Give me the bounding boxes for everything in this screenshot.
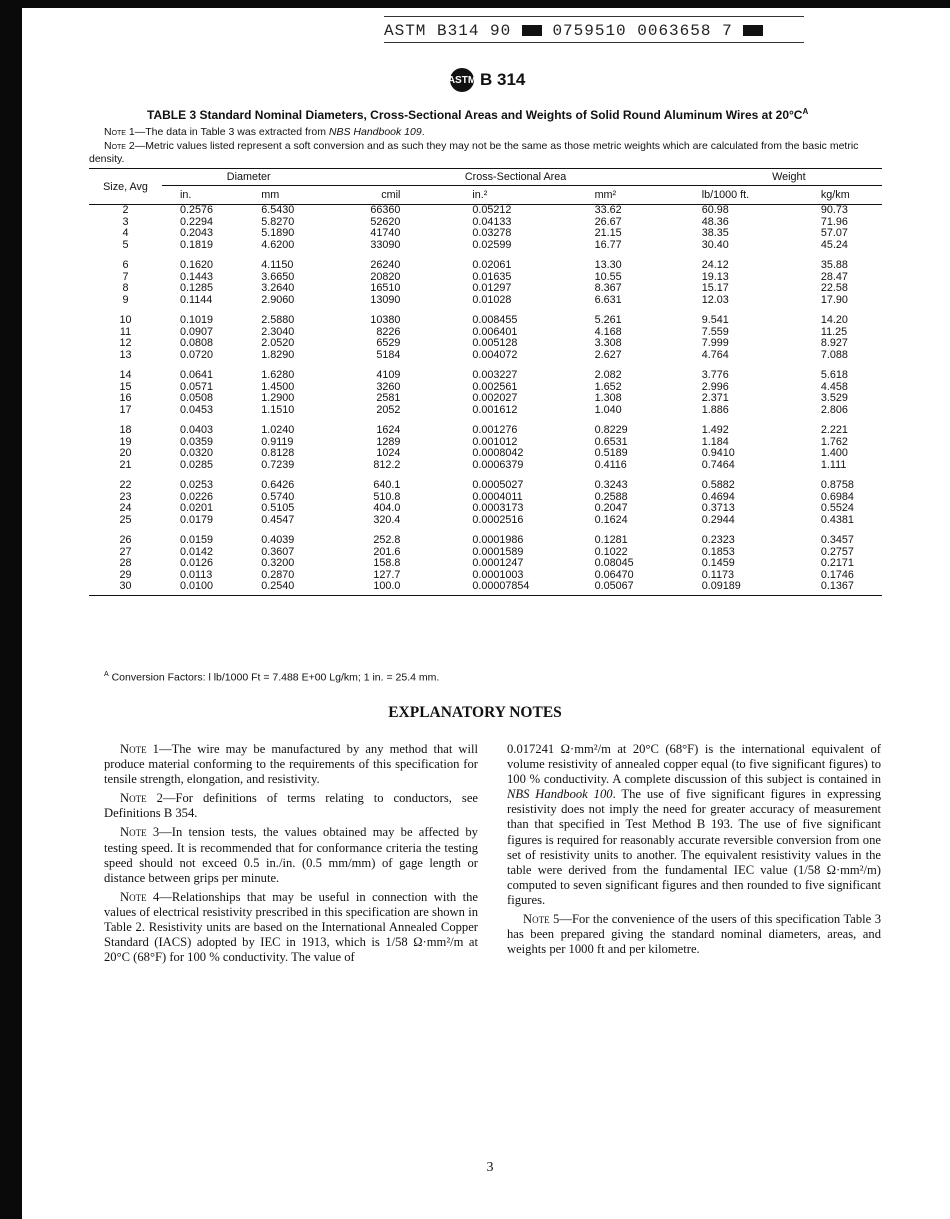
table-cell: 0.008455 [472, 314, 518, 326]
table-cell: 0.0359 [180, 435, 214, 448]
table-cell: 252.8 [373, 534, 401, 546]
table-cell: 0.2171 [820, 557, 854, 569]
weight-group-header: Weight [696, 169, 882, 186]
table-cell: 3.6650 [261, 270, 295, 283]
table-cell: 2.082 [594, 369, 622, 381]
table-cell: 0.0001003 [472, 568, 524, 581]
table-cell: 0.5740 [261, 490, 295, 503]
table-cell: 16.77 [594, 238, 622, 251]
table-cell: 14.20 [820, 314, 848, 326]
table-cell: 0.01297 [472, 282, 512, 294]
table-row [89, 535, 882, 547]
table-cell: 0.3457 [820, 534, 854, 546]
explanatory-note-4: Note 4—Relationships that may be useful in connection with the values of electrical resistivity prescribed in this specification are shown in Table 2. Resistivity units are based on the International Annealed Copper Standard (IACS) adopted by IEC in 1913, which is 1/58 Ω·mm²/m at 20°C (68°F) for 100 % conductivity. The value of [104, 889, 478, 965]
table-cell: 3.529 [820, 392, 848, 404]
table-cell: 0.4116 [594, 458, 627, 471]
stamp-text: ASTM B314 90 [384, 22, 512, 40]
table-cell: 28 [119, 557, 132, 569]
stamp-block-icon [743, 25, 763, 36]
table-cell: 5 [122, 238, 129, 251]
table-cell: 7.088 [820, 348, 848, 361]
table-cell: 0.05067 [585, 581, 696, 595]
table-cell: 0.2540 [261, 581, 335, 595]
table-cell: 14 [119, 369, 132, 381]
scan-border-left [0, 0, 22, 1219]
area-group-header: Cross-Sectional Area [335, 169, 695, 186]
table-row [89, 558, 882, 570]
table-cell: 24.12 [701, 259, 729, 271]
table-cell: 100.0 [335, 581, 412, 595]
table-cell: 0.1853 [701, 545, 735, 558]
table-cell: 0.9410 [701, 447, 735, 459]
table-cell: 1.886 [701, 403, 729, 416]
table-cell: 21.15 [594, 227, 622, 239]
table-cell: 0.2588 [594, 490, 628, 503]
table-cell: 33.62 [594, 204, 622, 216]
table-cell: 4 [122, 227, 129, 239]
table-cell: 158.8 [373, 557, 401, 569]
table-cell: 0.1173 [701, 568, 734, 581]
table-cell: 0.1459 [701, 557, 735, 569]
table-cell: 0.0720 [180, 348, 214, 361]
table-cell: 17 [119, 403, 132, 416]
table-cell: 12 [119, 337, 132, 349]
table-cell: 2.221 [820, 424, 848, 436]
table-cell: 0.1144 [180, 293, 213, 306]
table-cell: 1.762 [820, 435, 848, 448]
table-cell: 0.0126 [180, 557, 214, 569]
table-cell: 0.02599 [472, 238, 512, 251]
table-cell: 0.1285 [180, 282, 214, 294]
table-cell: 2.5880 [261, 314, 295, 326]
table-cell: 2581 [376, 392, 401, 404]
col-size-header: Size, Avg [89, 169, 162, 205]
table-cell: 0.0571 [180, 380, 214, 393]
explanatory-note-2: Note 2—For definitions of terms relating to conductors, see Definitions B 354. [104, 791, 478, 821]
table-cell: 0.03278 [472, 227, 512, 239]
table-cell: 0.0226 [180, 490, 214, 503]
table-cell: 0.2757 [820, 545, 854, 558]
table-cell: 1.4500 [261, 380, 295, 393]
table-row [89, 448, 882, 460]
table-cell: 2 [122, 204, 129, 216]
table-row [89, 393, 882, 405]
table-cell: 0.7464 [701, 458, 735, 471]
table-cell: 3260 [376, 380, 401, 393]
table-cell: 0.0113 [180, 568, 213, 581]
table-cell: 0.8229 [594, 424, 628, 436]
table-cell: 5.261 [594, 314, 622, 326]
table-cell: 9.541 [701, 314, 729, 326]
table-cell: 0.2323 [701, 534, 735, 546]
table-cell: 1.184 [701, 435, 729, 448]
table-cell: 90.73 [820, 204, 848, 216]
table-cell: 13 [119, 348, 132, 361]
table-cell: 0.2576 [180, 204, 214, 216]
table-cell: 38.35 [701, 227, 729, 239]
table-cell: 0.0179 [180, 513, 214, 526]
table-cell: 0.006401 [472, 325, 518, 338]
table-cell: 0.0004011 [472, 490, 523, 503]
table-cell: 3.2640 [261, 282, 295, 294]
table-cell: 60.98 [701, 204, 729, 216]
table-cell: 201.6 [373, 545, 401, 558]
table-cell: 0.0907 [180, 325, 214, 338]
table-cell: 1.1510 [261, 403, 295, 416]
explanatory-note-3: Note 3—In tension tests, the values obtained may be affected by testing speed. It is recommended that for conformance criteria the testing speed should not exceed 0.5 in./in. (0.5 mm/mm) of gage length or distance between grips per minute. [104, 825, 478, 885]
table-row [89, 350, 882, 362]
table-cell: 12.03 [701, 293, 729, 306]
table-row [89, 295, 882, 307]
col-in-header: in. [162, 186, 261, 205]
table-row [89, 405, 882, 417]
table-cell: 0.0001589 [472, 545, 524, 558]
table-cell: 1624 [376, 424, 401, 436]
table-row [89, 240, 882, 252]
table-cell: 8226 [376, 325, 401, 338]
table-cell: 7.559 [701, 325, 729, 338]
table-cell: 2052 [376, 403, 401, 416]
table-cell: 0.005128 [472, 337, 518, 349]
table-row [89, 260, 882, 272]
table-cell: 24 [119, 502, 132, 514]
table-cell: 13.30 [594, 259, 622, 271]
table-cell: 0.6984 [820, 490, 854, 503]
table-cell: 0.3243 [594, 479, 628, 491]
table-cell: 10380 [370, 314, 401, 326]
table-cell: 0.0005027 [472, 479, 524, 491]
astm-logo-icon: ASTM [450, 68, 474, 92]
table-cell: 6529 [376, 337, 401, 349]
table-cell: 0.3607 [261, 545, 295, 558]
diameter-group-header: Diameter [162, 169, 335, 186]
table-cell: 11.25 [820, 325, 848, 338]
table-cell: 19.13 [701, 270, 729, 283]
table-cell: 0.0003173 [472, 502, 524, 514]
table-cell: 2.3040 [261, 325, 295, 338]
table-cell: 0.002027 [472, 392, 518, 404]
table-cell: 9 [122, 293, 129, 306]
table-cell: 0.4039 [261, 534, 295, 546]
table-cell: 3 [122, 215, 129, 228]
table-cell: 0.001012 [472, 435, 518, 448]
table-cell: 11 [119, 325, 132, 338]
table-cell: 57.07 [820, 227, 848, 239]
table-cell: 22 [119, 479, 132, 491]
table-cell: 16510 [370, 282, 401, 294]
table-cell: 0.0453 [180, 403, 214, 416]
table-row [89, 480, 882, 492]
table-cell: 52620 [370, 215, 401, 228]
table-cell: 0.2294 [180, 215, 214, 228]
table-cell: 0.0253 [180, 479, 214, 491]
table-cell: 0.4694 [701, 490, 735, 503]
table-cell: 2.371 [701, 392, 729, 404]
table-cell: 18 [119, 424, 132, 436]
table-cell: 0.002561 [472, 380, 518, 393]
table-cell: 0.0002516 [472, 513, 524, 526]
table-cell: 22.58 [820, 282, 848, 294]
table-row [89, 283, 882, 295]
table-cell: 0.0008042 [472, 447, 524, 459]
table-cell: 4.764 [701, 348, 729, 361]
table-cell: 1.040 [594, 403, 622, 416]
table-cell: 4.1150 [261, 259, 294, 271]
table-cell: 10 [119, 314, 132, 326]
table-cell: 0.6426 [261, 479, 295, 491]
col-lb-header: lb/1000 ft. [696, 186, 803, 205]
table-cell: 27 [119, 545, 132, 558]
table-cell: 404.0 [373, 502, 401, 514]
table-cell: 4.168 [594, 325, 622, 338]
table-cell: 8.367 [594, 282, 622, 294]
table-cell: 4.458 [820, 380, 848, 393]
wire-data-table [89, 168, 882, 596]
table-cell: 30.40 [701, 238, 729, 251]
table-cell: 0.1443 [180, 270, 214, 283]
table-cell: 30 [89, 581, 162, 595]
table-row [89, 228, 882, 240]
table-cell: 5184 [376, 348, 401, 361]
table-row [89, 338, 882, 350]
table-cell: 0.8758 [820, 479, 854, 491]
col-mm-header: mm [261, 186, 335, 205]
notes-column-left [104, 742, 478, 969]
table-cell: 0.05212 [472, 204, 512, 216]
table-cell: 1.111 [820, 458, 847, 471]
table-cell: 26 [119, 534, 132, 546]
col-mm2-header: mm² [585, 186, 696, 205]
table-cell: 6.631 [594, 293, 622, 306]
table-cell: 25 [119, 513, 132, 526]
table-cell: 0.001612 [472, 403, 518, 416]
table-cell: 5.618 [820, 369, 848, 381]
table-cell: 0.1746 [820, 568, 854, 581]
table-cell: 0.1620 [180, 259, 214, 271]
table-row [89, 581, 882, 595]
document-stamp [384, 22, 804, 40]
table-cell: 0.01635 [472, 270, 512, 283]
table-cell: 0.4381 [820, 513, 854, 526]
table-cell: 1.652 [594, 380, 622, 393]
table-cell: 0.0320 [180, 447, 214, 459]
col-kg-header: kg/km [803, 186, 882, 205]
table-cell: 510.8 [373, 490, 401, 503]
table-cell: 8 [122, 282, 129, 294]
table-cell: 0.1819 [180, 238, 214, 251]
table-cell: 20820 [370, 270, 401, 283]
table-cell: 35.88 [820, 259, 848, 271]
table-cell: 2.9060 [261, 293, 295, 306]
table-cell: 0.06470 [594, 568, 634, 581]
table-cell: 6.5430 [261, 204, 295, 216]
table-cell: 0.1281 [594, 534, 628, 546]
table-cell: 6 [122, 259, 129, 271]
table-cell: 0.01028 [472, 293, 512, 306]
table-cell: 1.8290 [261, 348, 295, 361]
table-cell: 41740 [370, 227, 401, 239]
document-designation [447, 68, 526, 92]
table-cell: 33090 [370, 238, 401, 251]
table-cell: 21 [119, 458, 132, 471]
table-cell: 7 [122, 270, 129, 283]
table-cell: 0.2944 [701, 513, 735, 526]
table-cell: 0.5524 [820, 502, 854, 514]
col-cmil-header: cmil [335, 186, 412, 205]
table-cell: 1.2900 [261, 392, 295, 404]
table-note-2: Note 2—Metric values listed represent a soft conversion and as such they may not be the same as those metric weights which are calculated from the basic metric [104, 140, 859, 152]
table-cell: 0.5189 [594, 447, 628, 459]
table-cell: 0.0201 [180, 502, 214, 514]
table-note-1: Note 1—The data in Table 3 was extracted from NBS Handbook 109. [104, 126, 425, 138]
table-cell: 0.5882 [701, 479, 735, 491]
table-cell: 19 [119, 435, 132, 448]
table-cell: 13090 [370, 293, 401, 306]
table-cell: 1.308 [594, 392, 622, 404]
table-title: TABLE 3 Standard Nominal Diameters, Cross-Sectional Areas and Weights of Solid Round Aluminum Wires at $20^\circ C^A$ [147, 107, 809, 122]
stamp-code: 0759510 0063658 7 [552, 22, 733, 40]
table-cell: 0.004072 [472, 348, 518, 361]
table-cell: 15.17 [701, 282, 729, 294]
table-cell: 4109 [376, 369, 401, 381]
table-cell: 0.003227 [472, 369, 518, 381]
table-cell: 0.7239 [261, 458, 295, 471]
table-cell: 28.47 [820, 270, 848, 283]
table-cell: 26.67 [594, 215, 622, 228]
table-row [89, 205, 882, 217]
table-cell: 2.627 [594, 348, 622, 361]
table-cell: 16 [119, 392, 132, 404]
table-row [89, 503, 882, 515]
table-cell: 0.1367 [803, 581, 882, 595]
table-cell: 0.5105 [261, 502, 295, 514]
table-cell: 5.1890 [261, 227, 295, 239]
table-cell: 320.4 [373, 513, 401, 526]
explanatory-note-1: Note 1—The wire may be manufactured by any method that will produce material conforming to the requirements of this specification for tensile strength, elongation, and resistivity. [104, 742, 478, 787]
table-cell: 0.0006379 [472, 458, 524, 471]
table-cell: 29 [119, 568, 132, 581]
table-cell: 1289 [376, 435, 401, 448]
table-cell: 0.02061 [472, 259, 512, 271]
explanatory-note-4-cont: 0.017241 Ω·mm²/m at 20°C (68°F) is the international equivalent of volume resistivity of annealed copper equal (to five significant figures) to 100 % conductivity. A complete discussion of this subject is contained in NBS Handbook 100. The use of five significant figures in expressing resistivity does not imply the need for greater accuracy of measurement than that specified in Test Method B 193. The use of five significant figures is required for reasonably accurate reversible conversion from one set of resistivity units to another. The equivalent resistivity values in the table were derived from the fundamental IEC value (1/58 Ω·mm²/m) computed to seven significant figures and then rounded to five significant figures. [507, 742, 882, 907]
table-cell: 1.400 [820, 447, 848, 459]
table-cell: 0.1624 [594, 513, 628, 526]
table-cell: 2.996 [701, 380, 729, 393]
table-note-2-cont: density. [89, 153, 125, 165]
table-body [89, 205, 882, 596]
table-cell: 1024 [376, 447, 401, 459]
table-cell: 0.6531 [594, 435, 628, 448]
table-footnote: $^A$ Conversion Factors: l lb/1000 Ft = 7.488 E+00 Lg/km; 1 in. = 25.4 mm. [104, 671, 440, 684]
table-cell: 0.9119 [261, 435, 294, 448]
table-row [89, 460, 882, 472]
table-cell: 0.1022 [594, 545, 628, 558]
table-cell: 4.6200 [261, 238, 295, 251]
table-cell: 0.2047 [594, 502, 628, 514]
table-cell: 2.806 [820, 403, 848, 416]
explanatory-notes-title: EXPLANATORY NOTES [388, 704, 562, 721]
table-cell: 0.04133 [472, 215, 512, 228]
table-cell: 0.3713 [701, 502, 735, 514]
table-cell: 7.999 [701, 337, 729, 349]
table-cell: 3.776 [701, 369, 729, 381]
table-cell: 0.0403 [180, 424, 214, 436]
table-cell: 0.8128 [261, 447, 295, 459]
col-in2-header: in.² [412, 186, 584, 205]
table-cell: 812.2 [373, 458, 401, 471]
table-row [89, 425, 882, 437]
table-cell: 8.927 [820, 337, 848, 349]
table-cell: 1.6280 [261, 369, 295, 381]
table-cell: 0.4547 [261, 513, 295, 526]
table-cell: 0.0142 [180, 545, 214, 558]
table-cell: 0.0159 [180, 534, 214, 546]
table-row [89, 315, 882, 327]
table-cell: 26240 [370, 259, 401, 271]
table-cell: 0.0100 [162, 581, 261, 595]
table-cell: 1.0240 [261, 424, 295, 436]
table-cell: 5.8270 [261, 215, 295, 228]
table-cell: 0.0641 [180, 369, 214, 381]
table-cell: 48.36 [701, 215, 729, 228]
table-cell: 0.08045 [594, 557, 634, 569]
scan-border-top [0, 0, 950, 8]
table-cell: 1.492 [701, 424, 729, 436]
table-cell: 20 [119, 447, 132, 459]
stamp-block-icon [522, 25, 542, 36]
table-cell: 0.0808 [180, 337, 214, 349]
table-cell: 23 [119, 490, 132, 503]
table-cell: 45.24 [820, 238, 848, 251]
table-cell: 2.0520 [261, 337, 295, 349]
table-cell: 0.1019 [180, 314, 214, 326]
notes-column-right [507, 742, 881, 961]
table-row [89, 515, 882, 527]
explanatory-note-5: Note 5—For the convenience of the users of this specification Table 3 has been prepared giving the standard nominal diameters, areas, and weights per 1000 ft and per kilometre. [507, 912, 881, 957]
table-cell: 0.0508 [180, 392, 214, 404]
table-cell: 17.90 [820, 293, 848, 306]
table-cell: 0.0001247 [472, 557, 524, 569]
table-row [89, 370, 882, 382]
table-cell: 0.2043 [180, 227, 214, 239]
table-cell: 640.1 [373, 479, 401, 491]
table-cell: 0.0285 [180, 458, 214, 471]
table-cell: 0.3200 [261, 557, 295, 569]
table-cell: 0.001276 [472, 424, 518, 436]
table-cell: 3.308 [594, 337, 622, 349]
table-cell: 127.7 [373, 568, 401, 581]
table-cell: 10.55 [594, 270, 622, 283]
table-cell: 0.00007854 [412, 581, 584, 595]
table-cell: 15 [119, 380, 132, 393]
designation-text: B 314 [480, 70, 526, 89]
page-number: 3 [486, 1160, 494, 1175]
table-cell: 0.0001986 [472, 534, 524, 546]
table-cell: 0.2870 [261, 568, 295, 581]
table-cell: 71.96 [820, 215, 848, 228]
table-cell: 66360 [370, 204, 401, 216]
table-cell: 0.09189 [696, 581, 803, 595]
